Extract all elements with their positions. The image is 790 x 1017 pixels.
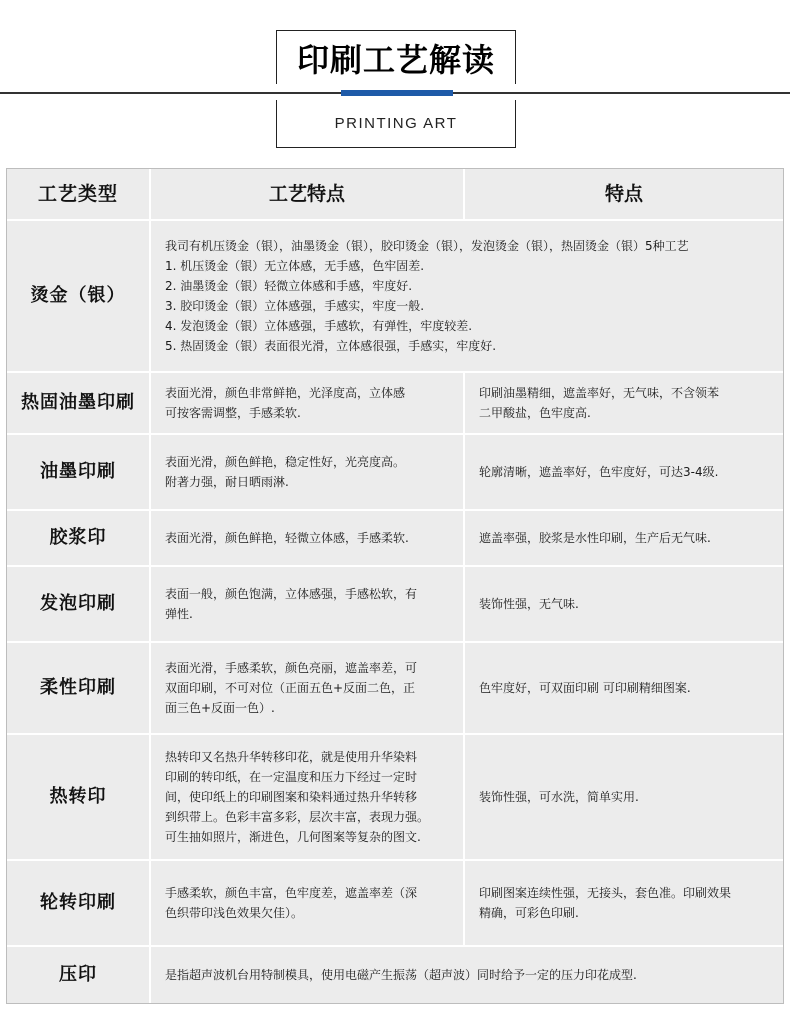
- process-line: 手感柔软，颜色丰富，色牢度差，遮盖率差（深: [165, 886, 418, 900]
- feature-line: 精确，可彩色印刷.: [479, 906, 579, 920]
- description-line: 我司有机压烫金（银），油墨烫金（银），胶印烫金（银），发泡烫金（银），热固烫金（银）5种工艺: [165, 239, 689, 253]
- table-header-row: [7, 169, 783, 221]
- row-feature: [463, 373, 783, 433]
- table-row: [7, 947, 783, 1003]
- process-line: 到织带上。色彩丰富多彩，层次丰富，表现力强。: [165, 810, 430, 824]
- process-line: 双面印刷，不可对位（正面五色+反面二色，正: [165, 681, 416, 695]
- process-line: 附著力强，耐日晒雨淋.: [165, 475, 289, 489]
- description-line: 5. 热固烫金（银）表面很光滑，立体感很强，手感实，牢度好.: [165, 339, 497, 353]
- feature-line: 轮廓清晰，遮盖率好，色牢度好，可达3-4级.: [479, 465, 719, 479]
- description-line: 1. 机压烫金（银）无立体感，无手感，色牢固差.: [165, 259, 425, 273]
- process-line: 可生抽如照片，渐进色，几何图案等复杂的图文.: [165, 830, 421, 844]
- column-header-feature: 特点: [463, 169, 783, 219]
- feature-line: 印刷图案连续性强，无接头，套色准。印刷效果: [479, 886, 732, 900]
- feature-line: 色牢度好，可双面印刷 可印刷精细图案.: [479, 681, 691, 695]
- row-process: [149, 643, 463, 733]
- row-process: [149, 735, 463, 859]
- process-line: 可按客需调整，手感柔软.: [165, 406, 301, 420]
- process-line: 表面光滑，颜色非常鲜艳，光泽度高，立体感: [165, 386, 406, 400]
- row-process: [149, 861, 463, 945]
- row-type: 压印: [59, 964, 97, 985]
- row-type: 热固油墨印刷: [21, 392, 135, 413]
- column-header-process: 工艺特点: [149, 169, 463, 219]
- table-row: [7, 373, 783, 435]
- process-line: 面三色+反面一色）.: [165, 701, 275, 715]
- row-feature: [463, 567, 783, 641]
- row-process: [149, 567, 463, 641]
- process-line: 色织带印浅色效果欠佳）。: [165, 906, 304, 920]
- table-row: [7, 567, 783, 643]
- description-line: 是指超声波机台用特制模具，使用电磁产生振荡（超声波）同时给予一定的压力印花成型.: [165, 968, 637, 982]
- process-line: 表面光滑，颜色鲜艳，轻微立体感，手感柔软.: [165, 531, 409, 545]
- row-process: [149, 435, 463, 509]
- row-type: 发泡印刷: [40, 593, 116, 614]
- row-type: 轮转印刷: [40, 892, 116, 913]
- description-line: 4. 发泡烫金（银）立体感强，手感软，有弹性，牢度较差.: [165, 319, 473, 333]
- row-feature: [463, 435, 783, 509]
- process-line: 印刷的转印纸，在一定温度和压力下经过一定时: [165, 770, 418, 784]
- process-line: 表面光滑，手感柔软，颜色亮丽，遮盖率差，可: [165, 661, 418, 675]
- title-frame: [276, 30, 516, 84]
- process-line: 表面一般，颜色饱满，立体感强，手感松软，有: [165, 587, 418, 601]
- row-feature: [463, 735, 783, 859]
- row-description: [149, 947, 783, 1003]
- table-row: [7, 735, 783, 861]
- table-row: [7, 435, 783, 511]
- row-feature: [463, 643, 783, 733]
- row-process: [149, 373, 463, 433]
- row-feature: [463, 861, 783, 945]
- table-row: [7, 511, 783, 567]
- row-type: 热转印: [49, 786, 107, 807]
- table-row: [7, 861, 783, 947]
- description-line: 2. 油墨烫金（银）轻微立体感和手感，牢度好.: [165, 279, 413, 293]
- feature-line: 装饰性强，可水洗，简单实用.: [479, 790, 639, 804]
- row-type: 胶浆印: [49, 527, 107, 548]
- header-accent-bar: [341, 90, 453, 96]
- process-line: 热转印又名热升华转移印花，就是使用升华染料: [165, 750, 418, 764]
- column-header-type: 工艺类型: [37, 183, 118, 205]
- row-type: 油墨印刷: [40, 461, 116, 482]
- feature-line: 印刷油墨精细，遮盖率好，无气味，不含领苯: [479, 386, 720, 400]
- row-process: [149, 511, 463, 565]
- table-row: [7, 643, 783, 735]
- process-line: 间，使印纸上的印刷图案和染料通过热升华转移: [165, 790, 418, 804]
- feature-line: 二甲酸盐，色牢度高.: [479, 406, 591, 420]
- page-title: 印刷工艺解读: [296, 40, 495, 79]
- table-row: [7, 221, 783, 373]
- row-description: [149, 221, 783, 371]
- feature-line: 装饰性强，无气味.: [479, 597, 579, 611]
- row-type: 柔性印刷: [40, 677, 116, 698]
- description-line: 3. 胶印烫金（银）立体感强，手感实，牢度一般.: [165, 299, 425, 313]
- page-subtitle: PRINTING ART: [334, 115, 458, 132]
- process-table: [6, 168, 784, 1004]
- process-line: 表面光滑，颜色鲜艳，稳定性好，光亮度高。: [165, 455, 406, 469]
- row-type: 烫金（银）: [30, 285, 126, 306]
- page-header: [0, 0, 790, 160]
- process-line: 弹性.: [165, 607, 193, 621]
- feature-line: 遮盖率强，胶浆是水性印刷，生产后无气味.: [479, 531, 711, 545]
- subtitle-frame: [276, 100, 516, 148]
- row-feature: [463, 511, 783, 565]
